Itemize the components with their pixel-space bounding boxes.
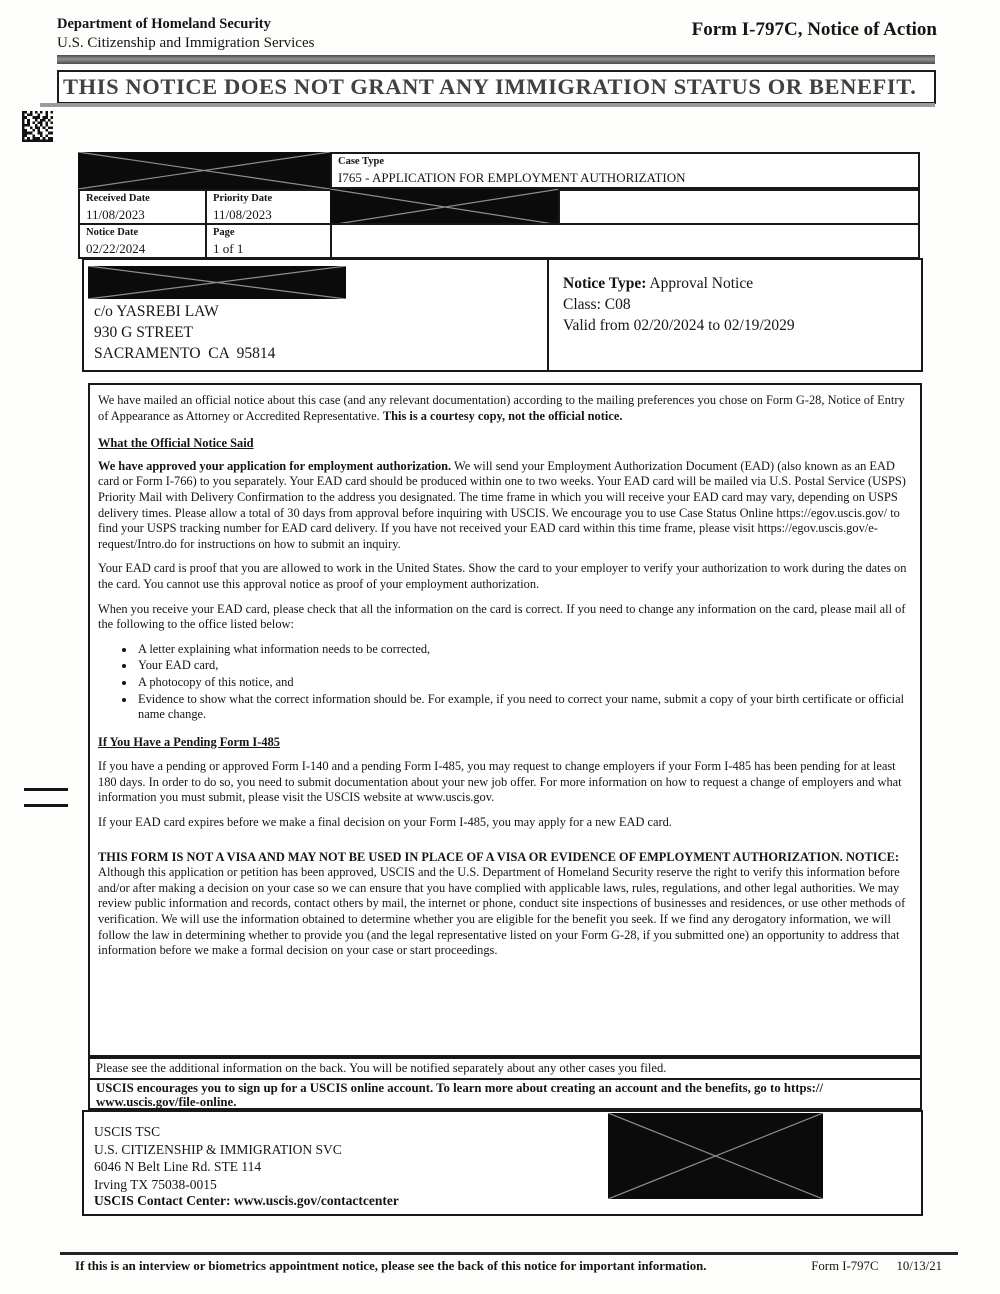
- margin-mark: [24, 804, 68, 807]
- online-account-row: [88, 1078, 922, 1110]
- section-heading-official-notice: What the Official Notice Said: [98, 436, 254, 451]
- notice-type-line: [563, 273, 921, 294]
- form-number-revision: [811, 1259, 942, 1274]
- office-agency: U.S. CITIZENSHIP & IMMIGRATION SVC: [94, 1141, 342, 1157]
- no-benefit-banner: [57, 70, 936, 104]
- priority-date-label: Priority Date: [213, 193, 273, 204]
- received-date-value: 11/08/2023: [86, 207, 145, 222]
- agency-name-line2: U.S. Citizenship and Immigration Services: [57, 35, 315, 51]
- case-type-value: I765 - APPLICATION FOR EMPLOYMENT AUTHORIZATION: [338, 170, 686, 185]
- office-street: 6046 N Belt Line Rd. STE 114: [94, 1159, 262, 1174]
- form-number: Form I-797C: [811, 1259, 879, 1273]
- approval-paragraph: [98, 459, 911, 553]
- list-item: • Your EAD card,: [136, 658, 911, 674]
- office-name: USCIS TSC: [94, 1124, 161, 1139]
- data-matrix-barcode-icon: [22, 111, 53, 142]
- page-value: 1 of 1: [213, 241, 244, 256]
- agency-name-line1: Department of Homeland Security: [57, 16, 271, 32]
- priority-date-cell: [205, 189, 332, 225]
- approval-bold: We have approved your application for employment authorization.: [98, 458, 452, 473]
- notice-info-block: [547, 260, 921, 370]
- courtesy-copy-paragraph: [98, 393, 911, 424]
- notice-type-value: Approval Notice: [646, 275, 754, 292]
- legal-rest: Although this application or petition has been approved, USCIS and the U.S. Department of Homeland Security reserve the right to verify this information before and/or after making a decision on your case so we can ensure that you have complied with applicable laws, rules, regulations, and other legal authorities. We may review public information and records, contact others by mail, the internet or phone, conduct site inspections of businesses and residences, or use other methods of verification. We will use the information obtained to determine whether you are eligible for the benefit you seek. If we find any derogatory information, we will follow the law in determining whether to provide you (and the legal representative listed on your Form G-28, if you submitted one) an opportunity to address that information before we make a formal decision on your case or start proceedings.: [98, 865, 906, 958]
- back-info-row: Please see the additional information on the back. You will be notified separately about any other cases you filed.: [88, 1057, 922, 1080]
- legal-bold-visa: THIS FORM IS NOT A VISA AND MAY NOT BE USED IN PLACE OF A VISA OR EVIDENCE OF EMPLOYMENT AUTHORIZATION.: [98, 849, 846, 864]
- form-title: Form I-797C, Notice of Action: [691, 19, 937, 40]
- section-heading-pending-i485: If You Have a Pending Form I-485: [98, 734, 280, 749]
- contact-center-line: USCIS Contact Center: www.uscis.gov/contactcenter: [94, 1192, 399, 1208]
- recipient-city-state-zip: SACRAMENTO CA 95814: [94, 345, 276, 362]
- redacted-applicant-info-box: [330, 189, 560, 225]
- revision-date: 10/13/21: [896, 1259, 942, 1273]
- received-date-cell: [78, 189, 207, 225]
- notice-type-label: Notice Type:: [563, 275, 647, 292]
- check-info-paragraph: When you receive your EAD card, please check that all the information on the card is correct. If you need to change any information on the card, please mail all of the following to the office listed below:: [98, 601, 906, 632]
- validity-line: Valid from 02/20/2024 to 02/19/2029: [563, 317, 795, 334]
- ead-expire-paragraph: If your EAD card expires before we make a final decision on your Form I-485, you may apply for a new EAD card.: [98, 815, 672, 830]
- i485-paragraph: If you have a pending or approved Form I-140 and a pending Form I-485, you may request to change employers if your Form I-485 has been pending for at least 180 days. In order to do so, you need to submit documentation about your new job offer. For more information on how to request a change of employers and what information you must submit, please visit the USCIS website at www.uscis.gov.: [98, 759, 902, 805]
- redacted-receipt-number-box: [78, 152, 330, 189]
- legal-bold-notice: NOTICE:: [845, 849, 899, 864]
- received-date-label: Received Date: [86, 193, 150, 204]
- no-benefit-banner-text: THIS NOTICE DOES NOT GRANT ANY IMMIGRATION STATUS OR BENEFIT.: [63, 74, 917, 99]
- courtesy-copy-bold: This is a courtesy copy, not the official notice.: [382, 408, 623, 423]
- legal-notice-paragraph: [98, 850, 911, 959]
- office-city-state-zip: Irving TX 75038-0015: [94, 1176, 217, 1192]
- redacted-barcode-box: [608, 1113, 823, 1199]
- list-item: • A photocopy of this notice, and: [136, 675, 911, 691]
- list-item: • A letter explaining what information needs to be corrected,: [136, 642, 911, 658]
- list-item: • Evidence to show what the correct information should be. For example, if you need to correct your name, submit a copy of your birth certificate or official name change.: [136, 692, 911, 723]
- notice-body: [88, 383, 922, 1057]
- margin-mark: [24, 788, 68, 791]
- header-divider-bar: [57, 55, 935, 64]
- banner-divider-bar: [40, 103, 935, 107]
- empty-cell-row3: [330, 223, 920, 259]
- case-type-cell: [330, 152, 920, 189]
- case-type-label: Case Type: [338, 156, 384, 167]
- online-account-line2: www.uscis.gov/file-online.: [96, 1095, 237, 1110]
- correction-items-list: [98, 642, 911, 723]
- recipient-care-of: c/o YASREBI LAW: [94, 303, 219, 320]
- approval-rest: We will send your Employment Authorization Document (EAD) (also known as an EAD card or Form I-766) to you separately. Your EAD card should be produced within one to two weeks. Your EAD card will be mailed via U.S. Postal Service (USPS) Priority Mail with Delivery Confirmation to the address you designated. The time frame in which you will receive your EAD card may vary, depending on USPS delivery times. Please allow a total of 30 days from approval before inquiring with USCIS. We encourage you to use Case Status Online https://egov.uscis.gov/ to find your USPS tracking number for EAD card delivery. If you have not received your EAD card within this time frame, please visit https://egov.uscis.gov/e-request/Intro.do for instructions on how to submit an inquiry.: [98, 458, 906, 551]
- empty-cell-row2: [558, 189, 920, 225]
- courtesy-copy-text: We have mailed an official notice about this case (and any relevant documentation) according to the mailing preferences you chose on Form G-28, Notice of Entry of Appearance as Attorney or Accredited Representative.: [98, 393, 905, 423]
- page-cell: [205, 223, 332, 259]
- online-account-line1: USCIS encourages you to sign up for a USCIS online account. To learn more about creating an account and the benefits, go to https://: [96, 1081, 823, 1095]
- bottom-appointment-note: If this is an interview or biometrics appointment notice, please see the back of this notice for important information.: [75, 1259, 707, 1273]
- class-line: Class: C08: [563, 296, 631, 313]
- notice-date-label: Notice Date: [86, 227, 139, 238]
- bottom-divider-rule: [60, 1252, 958, 1255]
- notice-date-cell: [78, 223, 207, 259]
- proof-paragraph: Your EAD card is proof that you are allowed to work in the United States. Show the card to your employer to verify your authorization to work during the dates on the card. You cannot use this approval notice as proof of your employment authorization.: [98, 561, 907, 591]
- redacted-recipient-name-box: [88, 266, 346, 299]
- page-label: Page: [213, 227, 235, 238]
- recipient-street: 930 G STREET: [94, 324, 194, 341]
- notice-date-value: 02/22/2024: [86, 241, 146, 256]
- priority-date-value: 11/08/2023: [213, 207, 272, 222]
